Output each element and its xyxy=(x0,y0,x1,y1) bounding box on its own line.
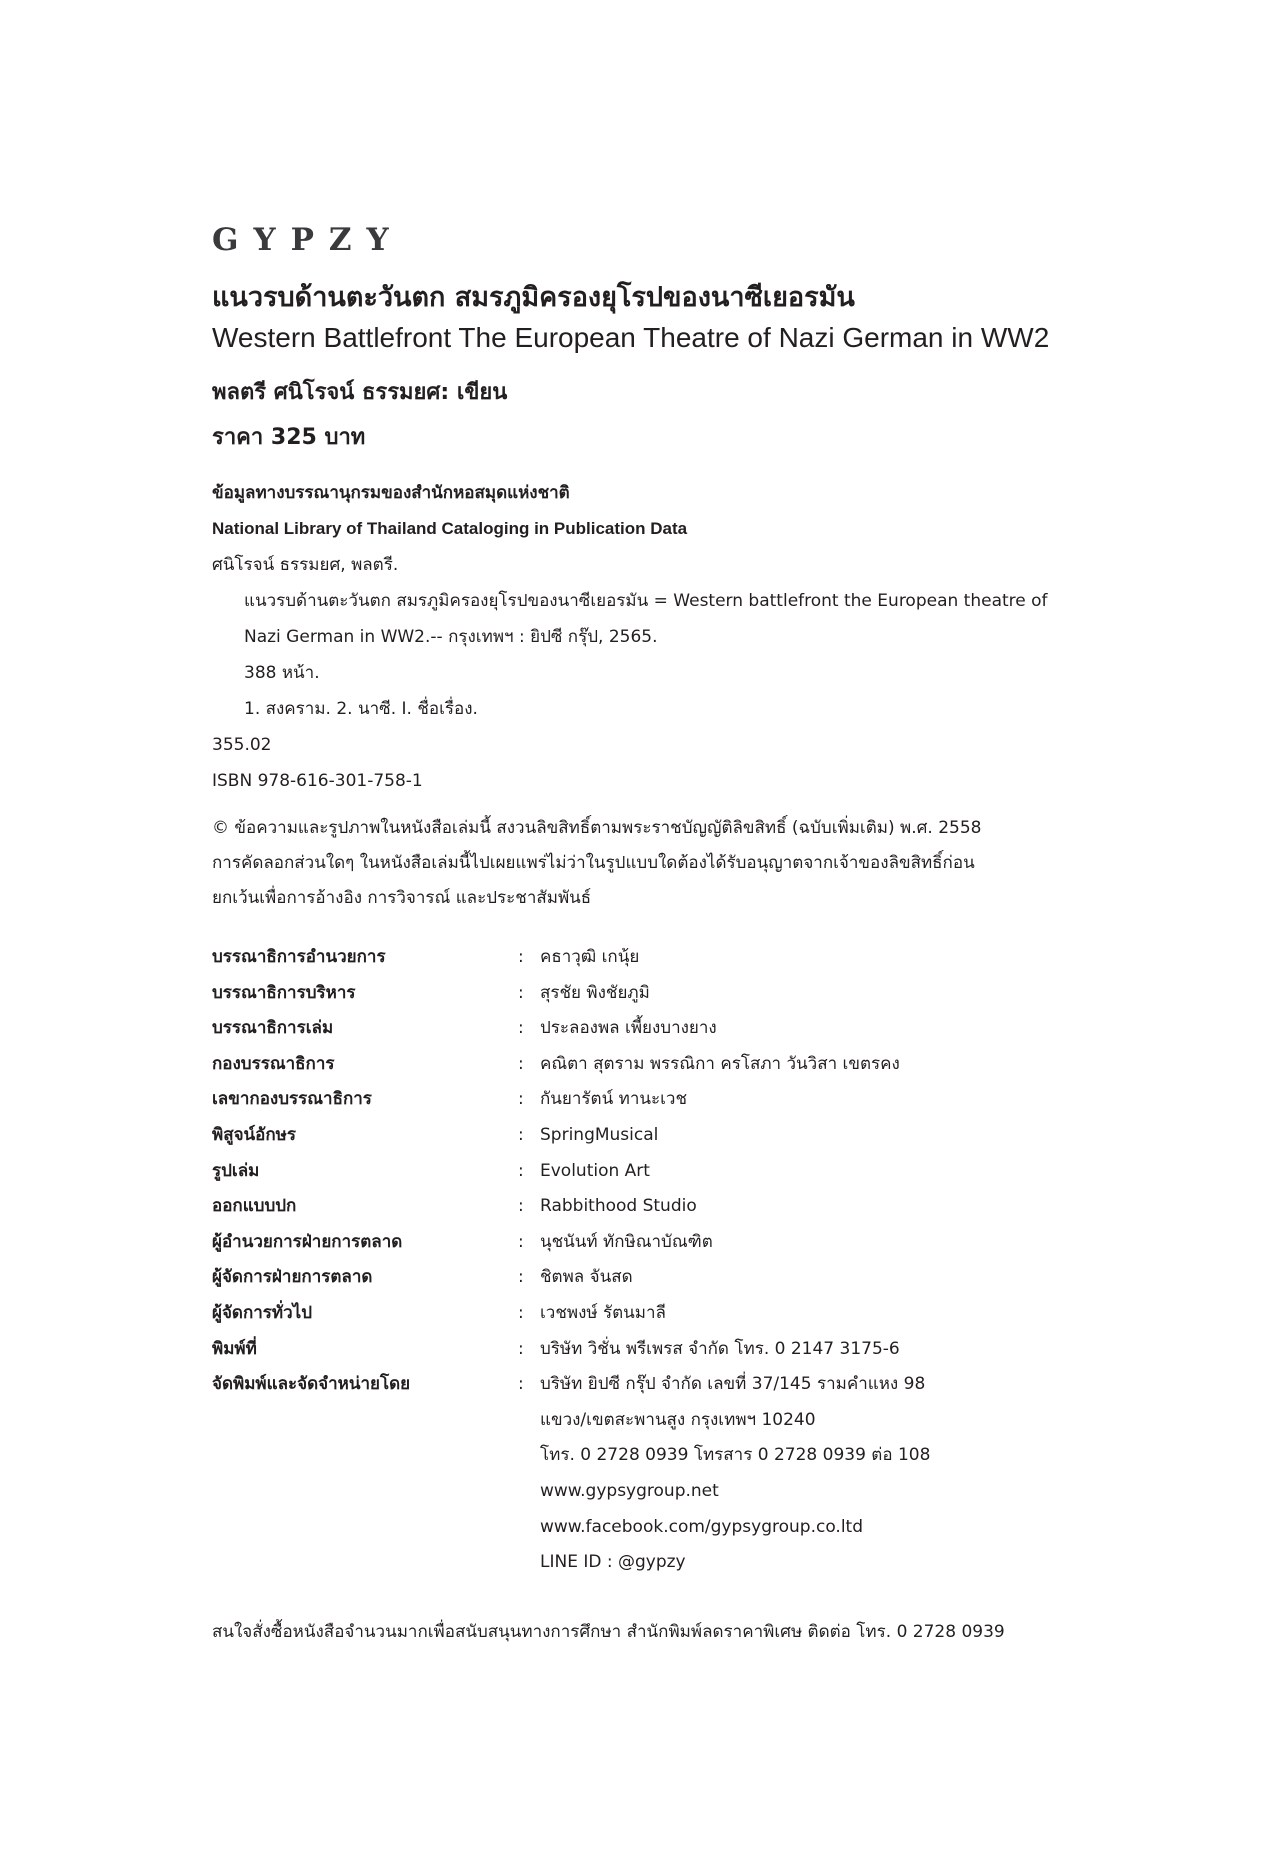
credit-colon: : xyxy=(518,1267,524,1288)
cip-title-line: แนวรบด้านตะวันตก สมรภูมิครองยุโรปของนาซีเยอรมัน = Western battlefront the European theatre of xyxy=(244,591,1048,611)
cataloging-data-block xyxy=(212,478,1092,802)
book-title-english: Western Battlefront The European Theatre of Nazi German in WW2 xyxy=(212,322,1050,353)
author-line: พลตรี ศนิโรจน์ ธรรมยศ: เขียน xyxy=(212,380,508,405)
credit-value: ชิตพล จันสด xyxy=(540,1267,633,1288)
credit-row xyxy=(212,1120,1112,1156)
copyright-line: ยกเว้นเพื่อการอ้างอิง การวิจารณ์ และประชาสัมพันธ์ xyxy=(212,888,592,908)
cip-pages: 388 หน้า. xyxy=(244,663,320,683)
credit-row xyxy=(212,1013,1112,1049)
credit-role: ผู้อำนวยการฝ่ายการตลาด xyxy=(212,1231,403,1252)
credit-colon: : xyxy=(518,1089,524,1110)
credit-colon: : xyxy=(518,1196,524,1217)
credit-colon: : xyxy=(518,1338,524,1359)
credit-value: นุชนันท์ ทักษิณาบัณฑิต xyxy=(540,1231,713,1252)
credit-role: เลขากองบรรณาธิการ xyxy=(212,1089,372,1110)
credit-value: สุรชัย พิงชัยภูมิ xyxy=(540,982,650,1003)
credits-list xyxy=(212,942,1112,1583)
cip-heading-thai: ข้อมูลทางบรรณานุกรมของสำนักหอสมุดแห่งชาติ xyxy=(212,483,570,503)
cip-subjects: 1. สงคราม. 2. นาซี. I. ชื่อเรื่อง. xyxy=(244,699,478,719)
credit-value: SpringMusical xyxy=(540,1124,659,1145)
credit-value: ประลองพล เพี้ยงบางยาง xyxy=(540,1018,717,1039)
credit-value: บริษัท วิชั่น พรีเพรส จำกัด โทร. 0 2147 3175-6 xyxy=(540,1338,900,1359)
credit-colon: : xyxy=(518,1018,524,1039)
publisher-logo: GYPZY xyxy=(212,222,404,258)
credit-row xyxy=(212,942,1112,978)
credit-colon: : xyxy=(518,1160,524,1181)
credit-row xyxy=(212,1262,1112,1298)
credit-role: กองบรรณาธิการ xyxy=(212,1053,335,1074)
credit-colon: : xyxy=(518,1374,524,1395)
credit-colon: : xyxy=(518,1053,524,1074)
credit-colon: : xyxy=(518,982,524,1003)
credit-row xyxy=(212,1049,1112,1085)
credit-row xyxy=(212,1084,1112,1120)
publisher-contact-line: www.gypsygroup.net xyxy=(540,1480,719,1501)
price-line: ราคา 325 บาท xyxy=(212,425,366,450)
credit-row xyxy=(212,1191,1112,1227)
publisher-contact-line: www.facebook.com/gypsygroup.co.ltd xyxy=(540,1516,864,1537)
copyright-line: การคัดลอกส่วนใดๆ ในหนังสือเล่มนี้ไปเผยแพร่ไม่ว่าในรูปแบบใดต้องได้รับอนุญาตจากเจ้าของลิขสิทธิ์ก่อน xyxy=(212,853,975,873)
bulk-order-notice: สนใจสั่งซื้อหนังสือจำนวนมากเพื่อสนับสนุนทางการศึกษา สำนักพิมพ์ลดราคาพิเศษ ติดต่อ โทร. 0 2728 0939 xyxy=(212,1622,1005,1642)
credit-role: ผู้จัดการฝ่ายการตลาด xyxy=(212,1267,373,1288)
credit-role: พิสูจน์อักษร xyxy=(212,1124,297,1145)
publisher-contact-line: โทร. 0 2728 0939 โทรสาร 0 2728 0939 ต่อ 108 xyxy=(540,1445,931,1466)
copyright-notice xyxy=(212,813,1092,918)
credit-row xyxy=(212,1156,1112,1192)
credit-value: เวชพงษ์ รัตนมาลี xyxy=(540,1302,666,1323)
credit-row xyxy=(212,1334,1112,1370)
credit-value: คณิตา สุตราม พรรณิกา ครโสภา วันวิสา เขตรคง xyxy=(540,1053,900,1074)
cip-author-entry: ศนิโรจน์ ธรรมยศ, พลตรี. xyxy=(212,555,399,575)
credit-row xyxy=(212,978,1112,1014)
credit-role: จัดพิมพ์และจัดจำหน่ายโดย xyxy=(212,1374,411,1395)
cip-classification: 355.02 xyxy=(212,735,272,755)
cip-heading-english: National Library of Thailand Cataloging in Publication Data xyxy=(212,519,688,538)
credit-colon: : xyxy=(518,1302,524,1323)
credit-role: บรรณาธิการบริหาร xyxy=(212,982,356,1003)
credit-value: คธาวุฒิ เกนุ้ย xyxy=(540,947,640,967)
credit-role: บรรณาธิการอำนวยการ xyxy=(212,947,386,967)
publisher-contact-line: แขวง/เขตสะพานสูง กรุงเทพฯ 10240 xyxy=(540,1409,816,1430)
book-title-thai: แนวรบด้านตะวันตก สมรภูมิครองยุโรปของนาซีเยอรมัน xyxy=(212,282,855,313)
cip-title-line-continued: Nazi German in WW2.-- กรุงเทพฯ : ยิปซี กรุ๊ป, 2565. xyxy=(244,627,658,647)
credit-colon: : xyxy=(518,1124,524,1145)
credit-role: บรรณาธิการเล่ม xyxy=(212,1018,334,1039)
credit-value: กันยารัตน์ ทานะเวช xyxy=(540,1089,688,1110)
credit-role: ผู้จัดการทั่วไป xyxy=(212,1302,313,1323)
cip-isbn: ISBN 978-616-301-758-1 xyxy=(212,771,423,791)
credit-colon: : xyxy=(518,947,524,967)
credit-row xyxy=(212,1298,1112,1334)
publisher-contact-line: LINE ID : @gypzy xyxy=(540,1552,686,1573)
credit-role: ออกแบบปก xyxy=(212,1196,297,1217)
credit-row xyxy=(212,1227,1112,1263)
credit-role: รูปเล่ม xyxy=(212,1160,260,1181)
credit-value: Evolution Art xyxy=(540,1160,650,1181)
credit-colon: : xyxy=(518,1231,524,1252)
credit-row xyxy=(212,1369,1112,1405)
credit-value: บริษัท ยิปซี กรุ๊ป จำกัด เลขที่ 37/145 รามคำแหง 98 xyxy=(540,1374,926,1395)
copyright-line: © ข้อความและรูปภาพในหนังสือเล่มนี้ สงวนลิขสิทธิ์ตามพระราชบัญญัติลิขสิทธิ์ (ฉบับเพิ่มเติม) พ.ศ. 2558 xyxy=(212,818,982,838)
credit-value: Rabbithood Studio xyxy=(540,1196,697,1217)
credit-role: พิมพ์ที่ xyxy=(212,1338,257,1359)
